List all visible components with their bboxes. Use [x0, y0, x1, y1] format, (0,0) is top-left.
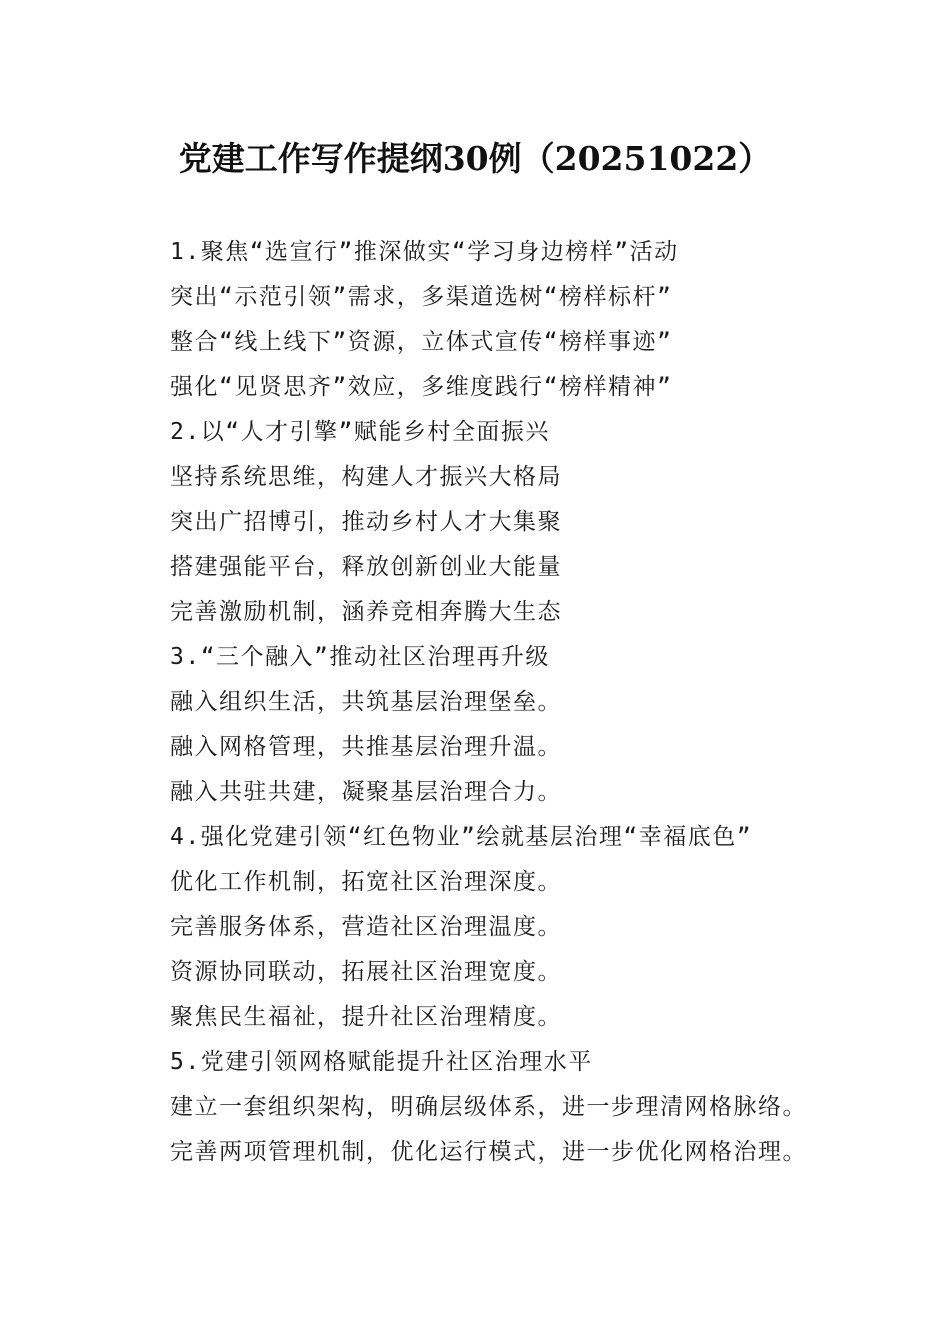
- outline-line: 搭建强能平台，释放创新创业大能量: [170, 554, 562, 580]
- outline-line: 聚焦民生福祉，提升社区治理精度。: [170, 1004, 562, 1030]
- outline-line: 资源协同联动，拓展社区治理宽度。: [170, 959, 562, 985]
- document-body: [170, 230, 870, 1175]
- document-title: 党建工作写作提纲30例（20251022）: [178, 139, 772, 178]
- outline-heading-3: 3.“三个融入”推动社区治理再升级: [170, 644, 550, 670]
- outline-line: 完善激励机制，涵养竞相奔腾大生态: [170, 599, 562, 625]
- outline-line: 完善服务体系，营造社区治理温度。: [170, 914, 562, 940]
- outline-heading-1: 1.聚焦“选宣行”推深做实“学习身边榜样”活动: [170, 239, 679, 265]
- outline-line: 融入组织生活，共筑基层治理堡垒。: [170, 689, 562, 715]
- outline-heading-2: 2.以“人才引擎”赋能乡村全面振兴: [170, 419, 550, 445]
- outline-line: 突出广招博引，推动乡村人才大集聚: [170, 509, 562, 535]
- outline-line: 整合“线上线下”资源，立体式宣传“榜样事迹”: [170, 329, 673, 355]
- outline-line: 优化工作机制，拓宽社区治理深度。: [170, 869, 562, 895]
- outline-line: 突出“示范引领”需求，多渠道选树“榜样标杆”: [170, 284, 673, 310]
- outline-heading-5: 5.党建引领网格赋能提升社区治理水平: [170, 1049, 593, 1075]
- outline-line: 坚持系统思维，构建人才振兴大格局: [170, 464, 562, 490]
- outline-line: 融入共驻共建，凝聚基层治理合力。: [170, 779, 562, 805]
- outline-line: 强化“见贤思齐”效应，多维度践行“榜样精神”: [170, 374, 673, 400]
- outline-line: 完善两项管理机制，优化运行模式，进一步优化网格治理。: [170, 1139, 807, 1165]
- outline-line: 融入网格管理，共推基层治理升温。: [170, 734, 562, 760]
- outline-line: 建立一套组织架构，明确层级体系，进一步理清网格脉络。: [170, 1094, 807, 1120]
- outline-heading-4: 4.强化党建引领“红色物业”绘就基层治理“幸福底色”: [170, 824, 753, 850]
